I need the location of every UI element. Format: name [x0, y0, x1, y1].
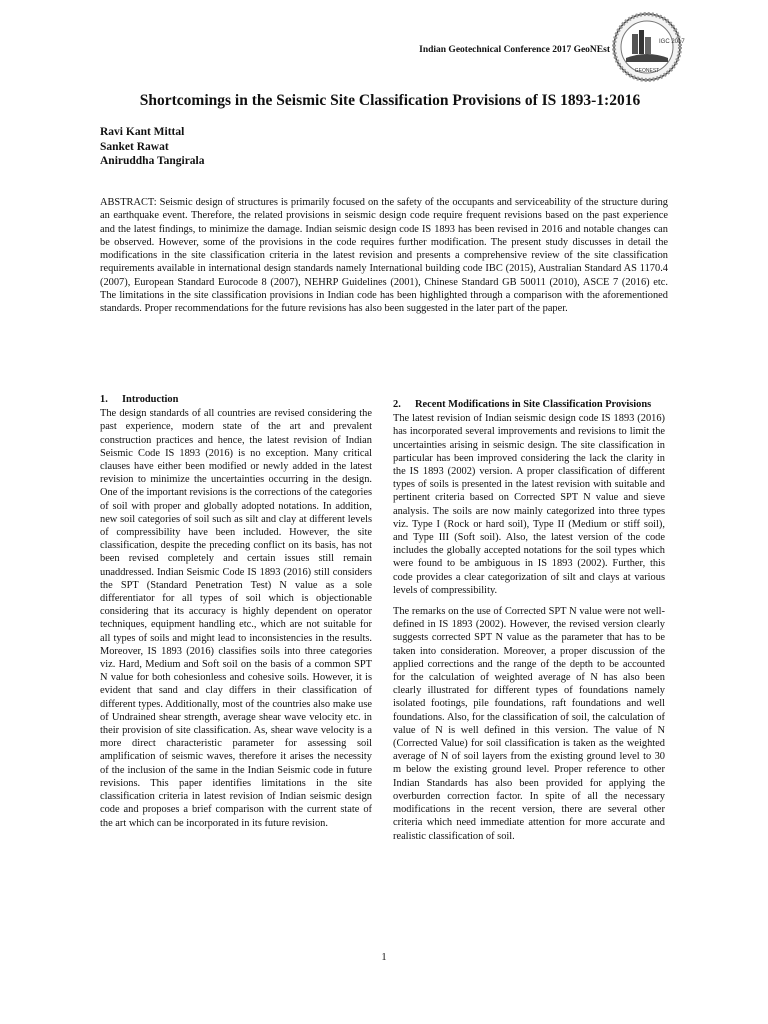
paper-title: Shortcomings in the Seismic Site Classification Provisions of IS 1893-1:2016 [139, 92, 641, 109]
section-heading-recent-modifications [393, 398, 665, 411]
page-number: 1 [381, 952, 387, 963]
section-number: 2. [393, 399, 401, 410]
body-paragraph: The design standards of all countries are revised considering the past experience, modern state of the art and prevalent construction practices and hence, the latest revision of Indian Seismic Code IS 1893 (2016) is no exception. Many critical clauses have either been modified or newly added in the latest revision to minimize the uncertainties occurring in the design. One of the important revisions is the corrections of the categories of soil with proper and globally adopted notations. In addition, new soil categories of soil such as silt and clay at different levels of compressibility have been included. However, the site classification, despite the preceding conflict on its basis, has not been revised completely and certain issues still remain unaddressed. Indian Seismic Code IS 1893 (2016) still considers the SPT (Standard Penetration Test) N value as a sole differentiator for all types of soil which is objectionable considering that its accuracy is highly dependent on operator techniques, equipment handling etc., which are not suitable for all types of soils and might lead to inconsistencies in the results. Moreover, IS 1893 (2016) classifies soils into three categories viz. Hard, Medium and Soft soil on the basis of a common SPT N value for both cohesionless and cohesive soils. However, it is evident that sand and clay differs in their classification of different types. Additionally, most of the countries also make use of Undrained shear strength, average shear wave velocity etc. in their provision of site classification. As, shear wave velocity is a more direct characteristic parameter for assessing soil amplification of seismic waves, therefore it arises the necessity of the inclusion of the same in the Indian Seismic code in future revisions. This paper identifies limitations in the site classification criteria in latest revision of Indian seismic design code and proposes a brief comparison with the current state of the art which can be incorporated in its future revision. [100, 408, 372, 829]
left-column [100, 393, 372, 838]
author-list [100, 125, 205, 169]
author-name: Sanket Rawat [100, 140, 169, 153]
section-heading-introduction [100, 393, 372, 406]
svg-text:GEONEST: GEONEST [634, 68, 660, 74]
section-title: Introduction [122, 394, 179, 405]
svg-text:IGC 2017: IGC 2017 [659, 39, 685, 45]
section-number: 1. [100, 394, 108, 405]
body-paragraph: The latest revision of Indian seismic design code IS 1893 (2016) has incorporated several improvements and revisions to limit the uncertainties arising in seismic design. The site classification in particular has been improved considering the lack the clarity in the IS 1893 (2002) version. A proper classification of different types of soils is presented in the latest revision with suitable and pertinent criteria based on Corrected SPT N value and sieve analysis. The soils are now mainly categorized into three types viz. Type I (Rock or hard soil), Type II (Medium or stiff soil), and Type III (Soft soil). Also, the latest version of the code includes the globally accepted notations for the soil types which were found to be ambiguous in IS 1893 (2002). Further, this code provides a clear categorization of silt and clays at various levels of compressibility. [393, 413, 665, 596]
section-title: Recent Modifications in Site Classification Provisions [415, 399, 652, 410]
body-paragraph: The remarks on the use of Corrected SPT N value were not well-defined in IS 1893 (2002). However, the revised version clearly suggests corrected SPT N value as the parameter that has to be taken into consideration. Moreover, a proper discussion of the applied corrections and the range of the depth to be accounted for the calculation of weighted average of N has also been clearly illustrated for different types of foundations namely isolated footings, pile foundations, raft foundations and well foundations. Also, for the classification of soil, the calculation of value of N is well defined in this version. The value of N (Corrected Value) for soil classification is taken as the weighted average of N of soil layers from the existing ground level to 30 m below the existing ground level. Proper reference to other Indian Standards has also been provided for applying the overburden correction factor. In spite of all the necessary modifications in the recent version, there are several other criteria which need immediate attention for more accurate and realistic classification of soil. [393, 606, 665, 842]
conference-logo [612, 12, 685, 82]
author-name: Ravi Kant Mittal [100, 126, 185, 138]
author-name: Aniruddha Tangirala [100, 155, 205, 167]
abstract: ABSTRACT: Seismic design of structures is primarily focused on the safety of the occupants and serviceability of the structure during an earthquake event. Therefore, the related provisions in seismic design code require frequent revisions based on the past experience and the latest findings, to minimize the damage. Indian seismic design code IS 1893 has been revised in 2016 and notable changes can be observed. However, some of the provisions in the code requires further modification. The present study discusses in detail the modifications in the site classification criteria in the latest revision and presents a comprehensive review of the site classification requirements available in international design standards namely International building code IBC (2015), Australian Standard AS 1170.4 (2007), European Standard Eurocode 8 (2007), NEHRP Guidelines (2001), Chinese Standard GB 50011 (2010), ASCE 7 (2016) etc. The limitations in the site classification provisions in Indian code has been highlighted through a comparison with the aforementioned standards. Proper recommendations for the future revisions has also been suggested in the later part of the paper. [100, 197, 668, 315]
conference-name: Indian Geotechnical Conference 2017 GeoNEst [419, 45, 610, 55]
right-column [393, 398, 665, 851]
